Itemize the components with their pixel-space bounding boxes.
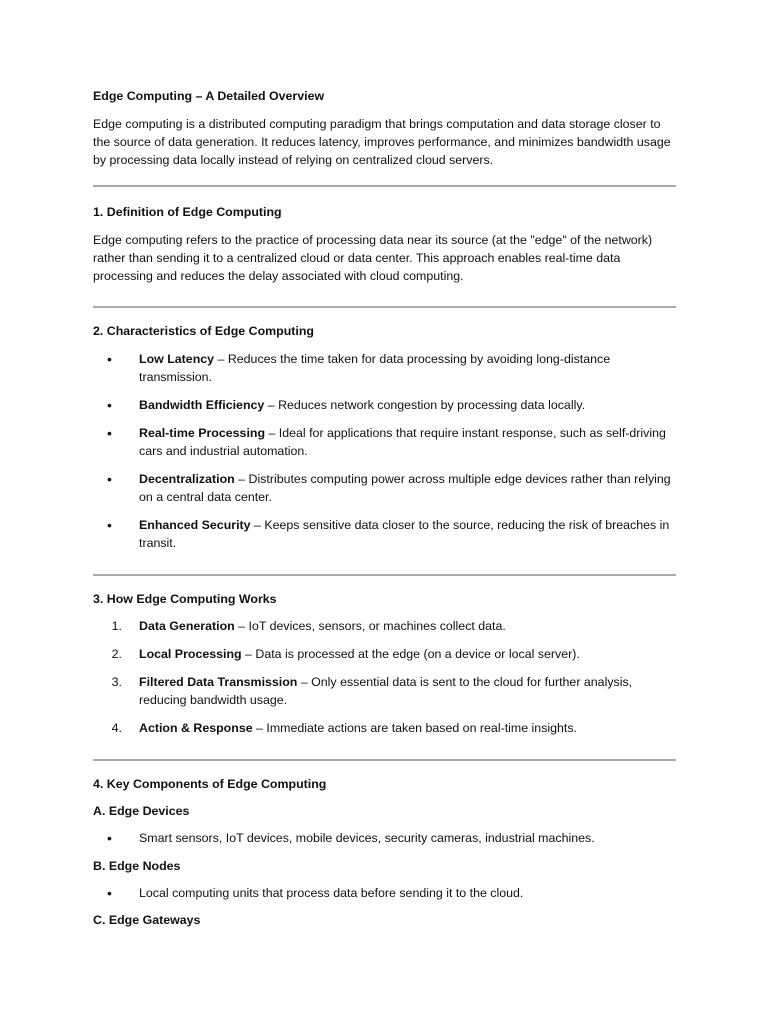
list-item [93,470,676,506]
intro-paragraph: Edge computing is a distributed computing paradigm that brings computation and data storage closer to the source of data generation. It reduces latency, improves performance, and minimizes bandwidth usage by processing data locally instead of relying on centralized cloud servers. [93,117,671,167]
section-1-heading: 1. Definition of Edge Computing [93,205,282,219]
item-desc: – IoT devices, sensors, or machines collect data. [234,619,506,633]
bullet-icon: • [107,425,112,441]
item-desc: Local computing units that process data before sending it to the cloud. [139,886,524,900]
list-item [93,645,676,663]
section-divider [93,574,676,576]
step-number: 1. [111,619,122,633]
item-term: Low Latency [139,352,215,366]
item-term: Filtered Data Transmission [139,675,298,689]
section-4-heading: 4. Key Components of Edge Computing [93,777,327,791]
list-item [93,424,676,460]
list-item [93,829,676,847]
bullet-icon: • [107,351,112,367]
section-2-heading: 2. Characteristics of Edge Computing [93,324,315,338]
item-term: Bandwidth Efficiency [139,398,265,412]
section-1-body: Edge computing refers to the practice of processing data near its source (at the "edge" of the network) rather than sending it to a centralized cloud or data center. This approach enables real-time data processing and reduces the delay associated with cloud computing. [93,233,653,283]
item-desc: – Immediate actions are taken based on real-time insights. [252,721,577,735]
step-number: 4. [111,721,122,735]
list-item [93,884,676,902]
characteristics-list [93,350,676,552]
document-title: Edge Computing – A Detailed Overview [93,89,325,103]
edge-devices-list [93,829,676,847]
item-desc: Smart sensors, IoT devices, mobile devices, security cameras, industrial machines. [139,831,595,845]
item-desc: – Reduces network congestion by processing data locally. [264,398,586,412]
item-term: Enhanced Security [139,518,251,532]
item-desc: – Only essential data is sent to the cloud for further analysis, reducing bandwidth usage. [139,675,633,707]
list-item [93,516,676,552]
list-item [93,673,676,709]
bullet-icon: • [107,517,112,533]
edge-nodes-list [93,884,676,902]
subsection-b-heading: B. Edge Nodes [93,859,181,873]
item-desc: – Distributes computing power across multiple edge devices rather than relying on a central data center. [139,472,671,504]
step-number: 2. [111,647,122,661]
list-item [93,396,676,414]
section-divider [93,759,676,761]
item-desc: – Keeps sensitive data closer to the source, reducing the risk of breaches in transit. [139,518,670,550]
item-term: Action & Response [139,721,253,735]
item-term: Local Processing [139,647,242,661]
list-item [93,719,676,737]
bullet-icon: • [107,830,112,846]
item-term: Data Generation [139,619,235,633]
list-item [93,617,676,635]
item-desc: – Reduces the time taken for data processing by avoiding long-distance transmission. [139,352,611,384]
step-number: 3. [111,675,122,689]
section-divider [93,185,676,187]
list-item [93,350,676,386]
item-desc: – Data is processed at the edge (on a device or local server). [241,647,580,661]
how-it-works-list [93,617,676,737]
section-3-heading: 3. How Edge Computing Works [93,592,277,606]
document-page [93,86,676,929]
bullet-icon: • [107,397,112,413]
item-term: Real-time Processing [139,426,266,440]
section-divider [93,306,676,308]
item-term: Decentralization [139,472,235,486]
subsection-c-heading: C. Edge Gateways [93,913,201,927]
subsection-a-heading: A. Edge Devices [93,804,190,818]
item-desc: – Ideal for applications that require instant response, such as self-driving cars and industrial automation. [139,426,666,458]
bullet-icon: • [107,471,112,487]
bullet-icon: • [107,885,112,901]
